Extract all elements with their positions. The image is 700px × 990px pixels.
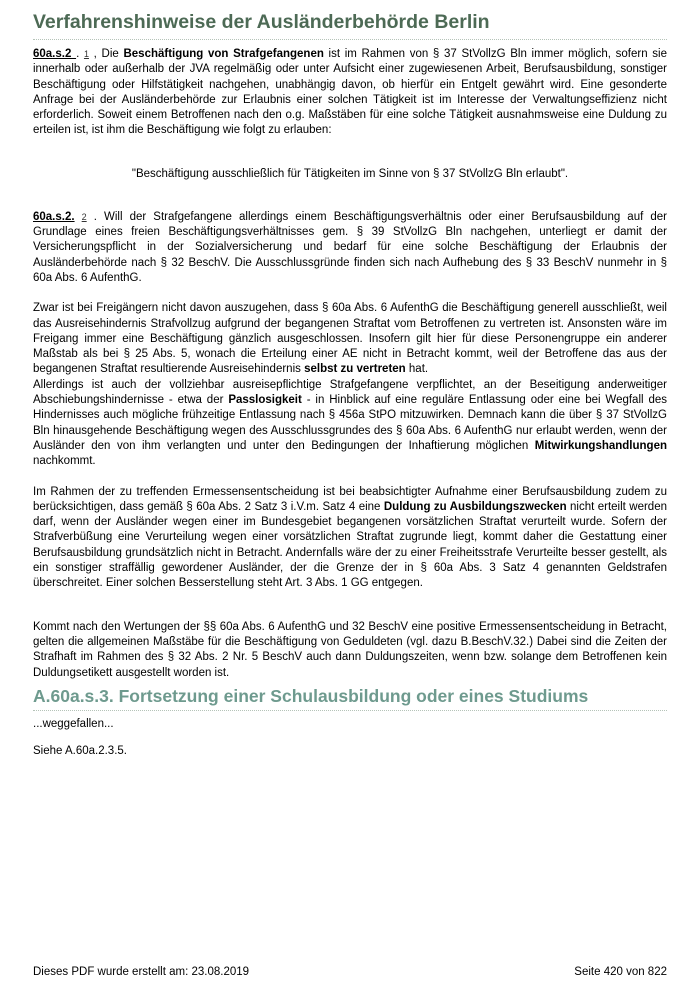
page-footer (33, 966, 667, 978)
paragraph-mitwirkung: Allerdings ist auch der vollziehbar ausreisepflichtige Strafgefangene verpflichtet, an der Beseitigung anderweitiger Abschiebungshindernisse - etwa der Passlosigkeit - in Hinblick auf eine reguläre Entlassung oder eine bei Wegfall des Hindernisses auch mögliche frühzeitige Entlassung nach § 456a StPO mitzuwirken. Demnach kann die über § 37 StVollzG Bln hinausgehende Beschäftigung wegen des Ausschlussgrundes des § 60a Abs. 6 AufenthG nur erlaubt werden, wenn der Ausländer den von ihm verlangten und unter den Bedingungen der Inhaftierung möglichen Mitwirkungshandlungen nachkommt. (33, 378, 667, 468)
section-heading-60a-s-3: A.60a.s.3. Fortsetzung einer Schulausbildung oder eines Studiums (33, 685, 667, 711)
paragraph-freigaenger: Zwar ist bei Freigängern nicht davon auszugehen, dass § 60a Abs. 6 AufenthG die Beschäftigung generell ausschließt, weil das Ausreisehindernis Strafvollzug aufgrund der begangenen Straftat vom Betroffenen zu vertreten ist. Ansonsten wäre im Freigang immer eine Beschäftigung gänzlich ausgeschlossen. Insofern gilt hier für diese Personengruppe ein anderer Maßstab als bei § 25 Abs. 5, wonach die Erteilung einer AE nicht in Betracht kommt, weil der Betroffene das aus der begangenen Straftat resultierende Ausreisehindernis selbst zu vertreten hat. (33, 302, 667, 376)
paragraph-duldungszeiten: Kommt nach den Wertungen der §§ 60a Abs. 6 AufenthG und 32 BeschV eine positive Ermessensentscheidung in Betracht, gelten die allgemeinen Maßstäbe für die Beschäftigung von Geduldeten (vgl. dazu B.BeschV.32.) Dabei sind die Zeiten der Strafhaft im Rahmen des § 32 Abs. 2 Nr. 5 BeschV auch dann Duldungszeiten, wenn bzw. solange dem Betroffenen kein Duldungsetikett ausgestellt worden ist. (33, 620, 667, 679)
pdf-created-date: Dieses PDF wurde erstellt am: 23.08.2019 (33, 966, 250, 978)
quoted-permission-text: "Beschäftigung ausschließlich für Tätigkeiten im Sinne von § 37 StVollzG Bln erlaubt". (131, 167, 569, 180)
paragraph-siehe-link: Siehe A.60a.2.3.5. (33, 745, 127, 758)
paragraph-ermessen: Im Rahmen der zu treffenden Ermessensentscheidung ist bei beabsichtigter Aufnahme einer Berufsausbildung zudem zu berücksichtigen, dass gemäß § 60a Abs. 2 Satz 3 i.V.m. Satz 4 eine Duldung zu Ausbildungszwecken nicht erteilt werden darf, wenn der Ausländer wegen einer im Bundesgebiet begangenen vorsätzlichen Straftat verurteilt wurde. Sofern der Strafverbüßung eine Verurteilung wegen einer vorsätzlichen Straftat zugrunde liegt, kommt daher die Gestattung einer Berufsausbildung grundsätzlich nicht in Betracht. Andernfalls wäre der zu einer Freiheitsstrafe Verurteilte besser gestellt, als ein sonstiger straffällig gewordener Ausländer, der die Grenze der in § 60a Abs. 3 Satz 4 genannten Geldstrafen überschreitet. Einer solchen Besserstellung steht Art. 3 Abs. 1 GG entgegen. (33, 485, 667, 590)
paragraph-60a-s-2-1: 60a.s.2 . 1 , Die Beschäftigung von Strafgefangenen ist im Rahmen von § 37 StVollzG Bln immer möglich, sofern sie innerhalb oder außerhalb der JVA regelmäßig oder unter Aufsicht einer zugewiesenen Arbeit, Berufsausbildung, sonstiger Beschäftigung oder Hilfstätigkeit nachgehen, unabhängig davon, ob hierfür ein Entgelt gewährt wird. Eine gesonderte Anfrage bei der Ausländerbehörde zur Erlaubnis einer solchen Tätigkeit ist im Interesse der Verwaltungseffizienz nicht erforderlich. Soweit einem Betroffenen nach den o.g. Maßstäben für eine solche Tätigkeit ausnahmsweise eine Duldung zu erteilen ist, ist ihm die Beschäftigung wie folgt zu erlauben: (33, 48, 667, 137)
marginal-number[interactable]: 2 (81, 211, 87, 222)
section-ref[interactable]: 60a.s.2 (33, 48, 77, 60)
document-page (33, 10, 667, 759)
paragraph-weggefallen: ...weggefallen... (33, 717, 114, 730)
page-number: Seite 420 von 822 (574, 966, 667, 978)
paragraph-60a-s-2-2: 60a.s.2. 2 . Will der Strafgefangene allerdings einem Beschäftigungsverhältnis oder einer Berufsausbildung auf der Grundlage eines freien Beschäftigungsverhältnisses gem. § 39 StVollzG Bln nachgehen, unterliegt er damit der Versicherungspflicht in der Sozialversicherung und bedarf für eine solche Beschäftigung der Erlaubnis der Ausländerbehörde nach § 32 BeschV. Die Ausschlussgründe finden sich nach Aufhebung des § 33 BeschV nunmehr in § 60a Abs. 6 AufenthG. (33, 210, 667, 284)
document-title: Verfahrenshinweise der Ausländerbehörde Berlin (33, 10, 667, 40)
section-ref[interactable]: 60a.s.2. (33, 210, 75, 223)
marginal-number[interactable]: 1 (83, 49, 89, 59)
